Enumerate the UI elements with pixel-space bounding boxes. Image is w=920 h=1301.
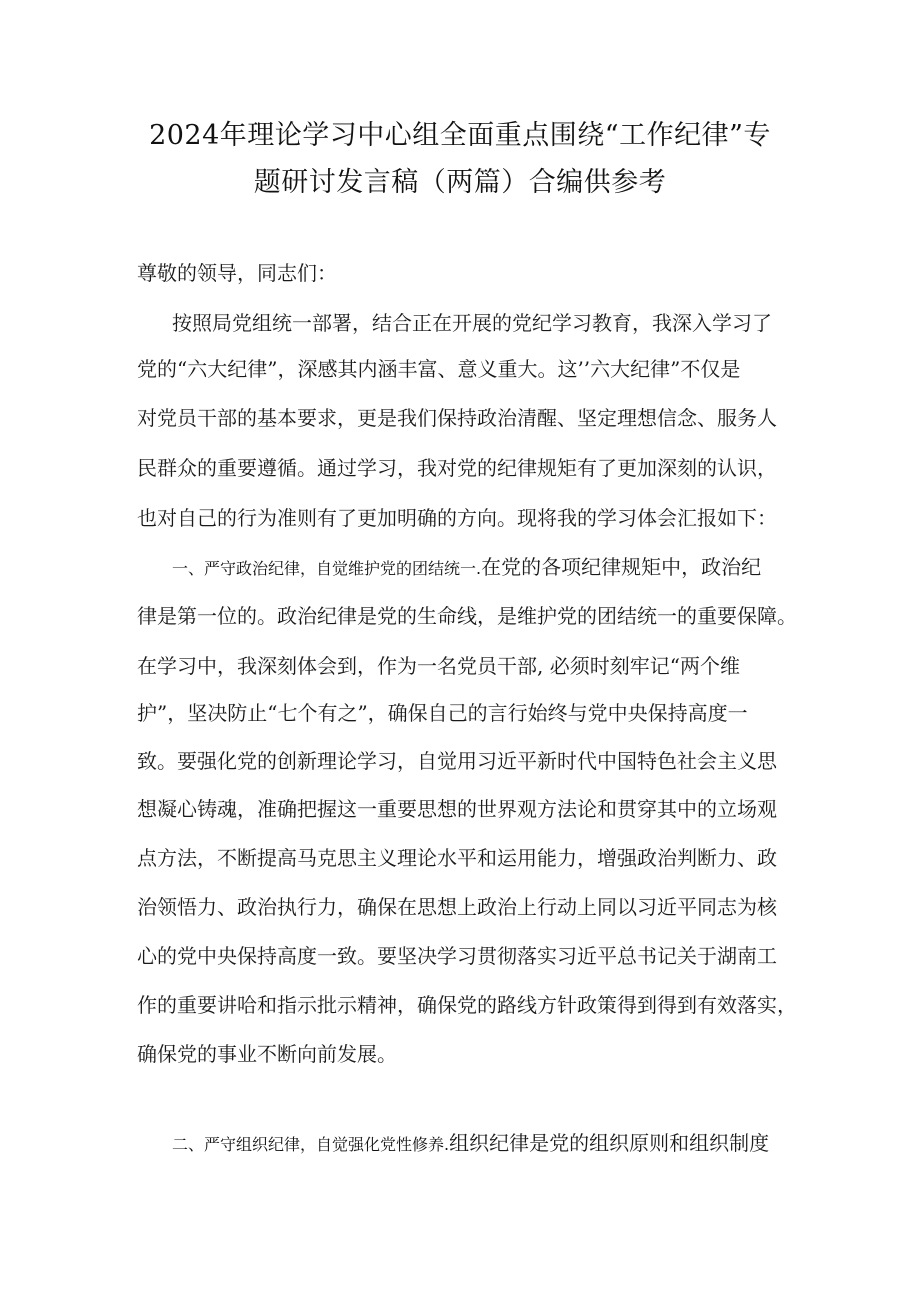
section-1-first-line-text: 在党的各项纪律规矩中，政治纪 xyxy=(481,555,762,579)
document-title-line-2: 题研讨发言稿（两篇）合编供参考 xyxy=(253,167,667,198)
section-1-line: 致。要强化党的创新理论学习，自觉用习近平新时代中国特色社会主义思 xyxy=(137,749,777,773)
intro-line-2: 党的“六大纪律”，深感其内涵丰富、意义重大。这’’六大纪律”不仅是 xyxy=(137,357,741,381)
section-1-line: 确保党的事业不断向前发展。 xyxy=(137,1042,397,1066)
section-1-line: 点方法，不断提高马克思主义理论水平和运用能力，增强政治判断力、政 xyxy=(137,846,777,870)
section-1-line: 作的重要讲哈和指示批示精神，确保党的路线方针政策得到得到有效落实， xyxy=(137,993,797,1017)
salutation: 尊敬的领导，同志们： xyxy=(137,261,337,285)
section-1-heading: 一、严守政治纪律，自觉维护党的团结统一. xyxy=(172,559,482,578)
section-1-line: 心的党中央保持高度一致。要坚决学习贯彻落实习近平总书记关于湖南工 xyxy=(137,944,777,968)
intro-line-3: 对党员干部的基本要求，更是我们保持政治清醒、坚定理想信念、服务人 xyxy=(137,406,777,430)
intro-line-1: 按照局党组统一部署，结合正在开展的党纪学习教育，我深入学习了 xyxy=(172,311,772,335)
intro-line-5: 也对自己的行为准则有了更加明确的方向。现将我的学习体会汇报如下： xyxy=(137,506,777,530)
section-2-heading: 二、严守组织纪律，自觉强化党性修养. xyxy=(172,1135,450,1154)
section-1-first-line xyxy=(172,553,761,583)
section-2-first-line xyxy=(172,1129,769,1159)
section-1-line: 护”，坚决防止“七个有之”，确保自己的言行始终与党中央保持高度一 xyxy=(137,701,748,725)
section-1-line: 治领悟力、政治执行力，确保在思想上政治上行动上同以习近平同志为核 xyxy=(137,895,777,919)
intro-line-4: 民群众的重要遵循。通过学习，我对党的纪律规矩有了更加深刻的认识， xyxy=(137,456,777,480)
document-title-line-1: 2024年理论学习中心组全面重点围绕“工作纪律”专 xyxy=(149,120,771,151)
section-2-first-line-text: 组织纪律是党的组织原则和组织制度 xyxy=(449,1131,770,1155)
section-1-line: 律是第一位的。政治纪律是党的生命线，是维护党的团结统一的重要保障。 xyxy=(137,604,797,628)
section-1-line: 想凝心铸魂，准确把握这一重要思想的世界观方法论和贯穿其中的立场观 xyxy=(137,797,777,821)
section-1-line: 在学习中，我深刻体会到，作为一名党员干部, 必须时刻牢记“两个维 xyxy=(137,654,740,678)
